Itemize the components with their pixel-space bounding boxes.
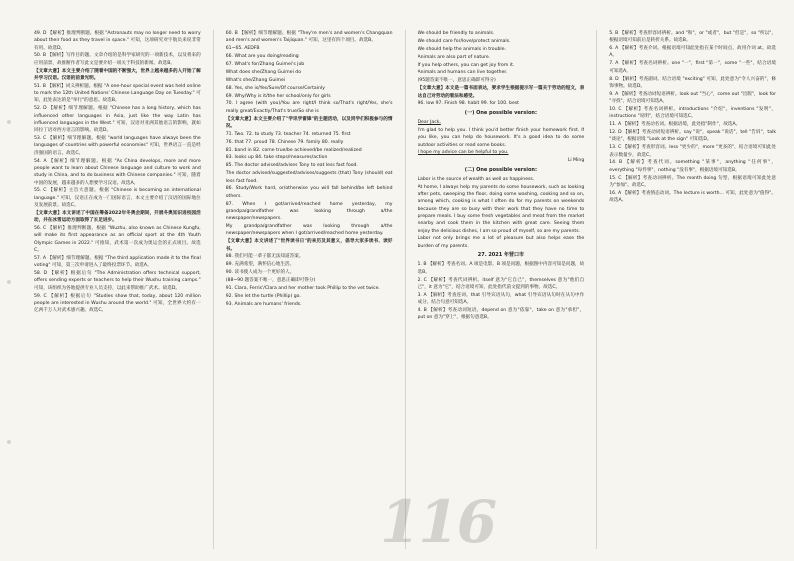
answer-paragraph: 8. D 【解析】考查副词。结合语境 "exciting" 可知，此处意为"令人兴奋的"，修饰事物。故选D。 <box>609 76 776 89</box>
answer-paragraph: 【文章大意】本文主要介绍了随着中国的不断强大，世界上越来越多的人开始了解并学习汉语。汉语的前景光明。 <box>34 68 201 81</box>
answer-paragraph: 89. 充满希望，满怀信心地生活。 <box>225 262 295 268</box>
answer-paragraph: 66. What are you doing/reading <box>225 54 299 60</box>
answer-paragraph: My grandpa/grandfather was looking through a/the newspaper/newspapers when I got/arrived/reached home yesterday. <box>225 224 393 237</box>
answer-paragraph: 11. A 【解析】考查动名词。根据语境，此处指"制作"，故选A。 <box>609 122 741 128</box>
answer-paragraph: 92. She let the turtle (Phillip) go. <box>225 293 301 299</box>
answer-paragraph: We should care for/love/protect animals. <box>417 38 511 44</box>
answer-paragraph: We should be friendly to animals. <box>417 31 495 36</box>
answer-paragraph: Animals and humans can live together. <box>417 70 508 76</box>
answer-paragraph: (二) One possible version: <box>464 166 537 173</box>
answer-paragraph: 93. Animals are humans' friends. <box>225 301 302 307</box>
answer-paragraph: 59. C 【解析】根据后句 "Studies show that, today, about 120 million people are interested in Wushu around the world." 可知，全世界大约有一亿两千万人对武术感兴趣。故选C。 <box>34 293 201 314</box>
answer-paragraph: 1. B 【解析】考查名词。A 项是电影，B 项是问题，根据图中内容可知是问题，故选B。 <box>417 262 585 275</box>
answer-paragraph: What's she/Zhang Guimei <box>225 77 286 83</box>
page-number: 116 <box>380 488 496 556</box>
answer-paragraph: 54. A 【解析】细节理解题。根据 "As China develops, more and more people want to learn about Chinese language and culture to work and study in China, and to do business with Chinese companies." 可知，随着中国的发展，越来越多的人想要学习汉语。故选A。 <box>34 158 201 186</box>
answer-paragraph: 【文章大意】本文主要介绍了"学讯学雷锋"的主题活动，以及同学们积极参与的情况。 <box>225 116 393 129</box>
answer-paragraph: 53. C 【解析】细节理解题。根据 "world languages have always been the languages of countries with powerful economies" 可知，世界语言一直是经济强国的语言。故选C。 <box>34 136 201 156</box>
answer-paragraph: (88~90 题答案不唯一，意思正确即可得分) <box>225 278 316 284</box>
answer-paragraph: 12. D 【解析】考查动词短语辨析。say "说"，speak "说话"，tell "告诉"，talk "谈论"，根据语境 "Look at the sign" 可知选D。 <box>609 130 776 143</box>
answer-paragraph: 88. 我们可能一辈子都无法知道答案。 <box>225 254 304 260</box>
answer-paragraph: 7. A 【解析】考查名词辨析。one "一"，first "第一"，some "一些"，结合语境可知选A。 <box>609 61 776 74</box>
answer-paragraph: Labor not only brings me a lot of pleasure but also helps ease the burden of my parents. <box>417 236 585 249</box>
answer-paragraph: 58. D 【解析】根据后句 "The Administration offers technical support, offers sending experts or teachers to help their Wushu training camps." 可知，该组织为各地提供专业人员支持，以此来帮助推广武术。故选D。 <box>34 271 201 291</box>
answer-paragraph: 4. B 【解析】考查动词短语。depend on 意为"依靠"，take on 意为"承担"，put on 意为"穿上"，根据句意选B。 <box>417 307 585 321</box>
answer-paragraph: (95题答案不唯一，意思正确即可得分) <box>417 78 496 84</box>
answer-paragraph: We should help the animals in trouble. <box>417 46 506 52</box>
answer-paragraph: 76. that 77. proud 78. Chinese 79. family 80. really <box>225 139 344 145</box>
answer-paragraph: 14. B 【解析】考查代词。something "某事"，anything "任何事"，everything "每件事"，nothing "没有事"，根据语境可知选B。 <box>609 160 776 173</box>
answer-paragraph: 9. A 【解析】考查动词短语辨析。look out "当心"，come out "出版"，look for "寻找"，结合语境可知选A。 <box>609 91 776 105</box>
answer-paragraph: 49. D 【解析】推理判断题。根据 "Astronauts may no longer need to worry about their food as they travel in space." 可知，这项研究对宇航员来说非常有用。故选D。 <box>34 31 201 51</box>
answer-paragraph: 【文章大意】本文讲述了中国在筹备2022年冬奥会期间，开展冬奥知识进校园活动，并在冰雪运动方面取得了长足进步。 <box>34 210 201 224</box>
column-4 <box>609 30 776 549</box>
answer-paragraph: At home, I always help my parents do some housework, such as looking after pets, sweeping the floor, doing some washing, cooking and so on, among which, cooking is what I often do for my parents on weekends because they are so busy with their work that they have no time to prepare meals. I buy some fresh vegetables and meat from the market nearby and cook them in the kitchen with great care. Seeing them enjoy the delicious dishes, I am so proud of myself, so are my parents. <box>417 184 585 234</box>
answer-paragraph: 55. C 【解析】主旨大意题。根据 "Chinese is becoming an international language." 可知，汉语正在成为一门国际语言，本文主要介绍了汉语的国际地位及发展前景。故选C。 <box>34 188 201 208</box>
answer-paragraph: 57. A 【解析】细节理解题。根据 "The third application made it to the final voting" 可知，第三次申请进入了最终投票环节。故选A。 <box>34 255 201 269</box>
answer-paragraph: 96. low 97. Finish 98. habit 99. for 100. best <box>417 101 519 107</box>
answer-paragraph: 69. Why/Why is it/the her school/only for girls <box>225 93 331 99</box>
answer-paragraph: 6. A 【解析】考查介词。根据语境可知此处指在某个时间点，故用介词 at。故选A。 <box>609 46 776 59</box>
answer-paragraph: 16. A 【解析】考查情态动词。The lecture is worth... 可知，此处意为"值得"。故选A。 <box>609 190 776 204</box>
answer-paragraph: 13. C 【解析】考查形容词。less "更少的"，more "更多的"，结合语境可知此处表示数量少，故选C。 <box>609 145 776 158</box>
answer-paragraph: 71. Two. 72. to study 73. teacher 74. returned 75. first <box>225 131 351 137</box>
answer-paragraph: 5. B 【解析】考查形容词辨析。and "和"，or "或者"，but "但是"，so "所以"，根据语境可知前后是转折关系。故选B。 <box>609 31 776 44</box>
answer-paragraph: 67. What's for/Zhang Guimei's job <box>225 61 305 67</box>
answer-paragraph: (一) One possible version: <box>464 109 537 116</box>
answer-paragraph: Animals are also part of nature. <box>417 54 491 60</box>
answer-paragraph: 61~65. AEDFB <box>225 46 260 52</box>
answer-paragraph: 3. A 【解析】考查连词。that 引导宾语从句，what 引导宾语从句时在从句中作成分，结合句意可知选A。 <box>417 292 585 305</box>
answer-paragraph: 90. 读书使人成为一个更好的人。 <box>225 270 295 276</box>
answer-paragraph: 2. C 【解析】考查代词辨析。itself 意为"它自己"，themselves 意为"他们自己"，it 意为"它"，结合语境可知，此处指代前文提到的事物。故选C。 <box>417 277 585 290</box>
answer-paragraph: Li Ming <box>567 158 585 164</box>
answer-paragraph: 【文章大意】本文讲述了"世界读书日"的来历及其意义，倡导大家多读书、读好书。 <box>225 239 393 252</box>
column-divider <box>405 30 406 549</box>
answer-paragraph: 52. D 【解析】细节理解题。根据 "Chinese has a long history, which has influenced other languages in Asia, just like the way Latin has influenced languages in the West." 可知，汉语对亚洲其他语言的影响，就如同拉丁语对西方语言的影响。故选D。 <box>34 106 201 134</box>
column-3 <box>418 30 585 549</box>
column-divider <box>596 30 597 549</box>
answer-paragraph: 50. B 【解析】写作目的题。文章介绍的是科学家研究的一项新技术，以及将来的应用前景，故推断作者写此文是要介绍一项关于科技的新闻。故选B。 <box>34 53 201 66</box>
answer-paragraph: What does she/Zhang Guimei do <box>225 69 302 75</box>
answer-paragraph: 86. Study/Work hard, or/otherwise you will fall behind/be left behind others. <box>225 186 393 199</box>
answer-paragraph: 83. looks up 84. take steps/measures/action <box>225 155 328 161</box>
answer-paragraph: Dear Jack, <box>417 120 441 126</box>
answer-paragraph: 70. I agree (with you)/You are right/I think so/That's right/Yes, she's really great/Exactly/That's true/So she is <box>225 101 393 114</box>
answer-paragraph: The doctor advised/suggested/advises/suggests (that) Tony (should) eat less fast food. <box>225 171 393 184</box>
answer-paragraph: I hope my advice can be helpful to you. <box>417 150 509 156</box>
answer-paragraph: 85. The doctor advised/advises Tony to eat less fast food. <box>225 163 358 169</box>
answer-paragraph: 81. band in 82. come true/be achieved/be realized/realized <box>225 147 362 153</box>
answer-paragraph: I'm glad to help you. I think you'd better finish your homework first. If you like, you can help do housework. It's a good idea to do some outdoor activities or read some books. <box>417 127 585 148</box>
column-1 <box>34 30 201 549</box>
column-divider <box>213 30 214 549</box>
answer-paragraph: 87. When I got/arrived/reached home yesterday, my grandpa/grandfather was looking through a/the newspaper/newspapers. <box>225 201 393 222</box>
answer-paragraph: Labor is the source of wealth as well as happiness. <box>417 176 535 182</box>
answer-paragraph: 68. Yes, she is/Yes/Sure/Of course/Certainly <box>225 85 325 91</box>
answer-paragraph: If you help others, you can get joy from it. <box>417 62 515 68</box>
answer-paragraph: 27. 2021 年营口市 <box>477 252 524 259</box>
answer-paragraph: 51. B 【解析】词义辨析题。根据 "A one-hour special event was held online to mark the 12th United Nations' Chinese Language Day on Tuesday." 可知，此处表达的是"举行"的意思。故选B。 <box>34 83 201 104</box>
answer-paragraph: 10. C 【解析】考查名词辨析。introductions "介绍"，inventions "发明"，instructions "说明"，结合语境可知选C。 <box>609 106 776 120</box>
answer-paragraph: 15. C 【解析】考查动词辨析。The month doing 句型，根据语境可知此处意为"参加"。故选C。 <box>609 175 776 188</box>
answer-paragraph: 56. C 【解析】推理判断题。根据 "Wuzhu, also known as Chinese Kungfu, will make its first appearance as an official sport at the 4th Youth Olympic Games in 2022." 可推知，武术第一次成为奥运会的正式项目。故选C。 <box>34 226 201 253</box>
column-2 <box>226 30 393 549</box>
answer-paragraph: 91. Clara, Ferris'/Clara and her mother took Phillip to the vet twice. <box>225 286 380 292</box>
answer-paragraph: 60. B 【解析】细节理解题。根据 "They're men's and women's Changquan and men's and women's Taijiquan." 可知，这里有四个项目。故选B。 <box>225 31 393 44</box>
answer-paragraph: 【文章大意】本文是一篇书面表达，要求学生根据提示写一篇关于劳动的短文，表达自己对劳动的看法和感受。 <box>417 86 585 99</box>
